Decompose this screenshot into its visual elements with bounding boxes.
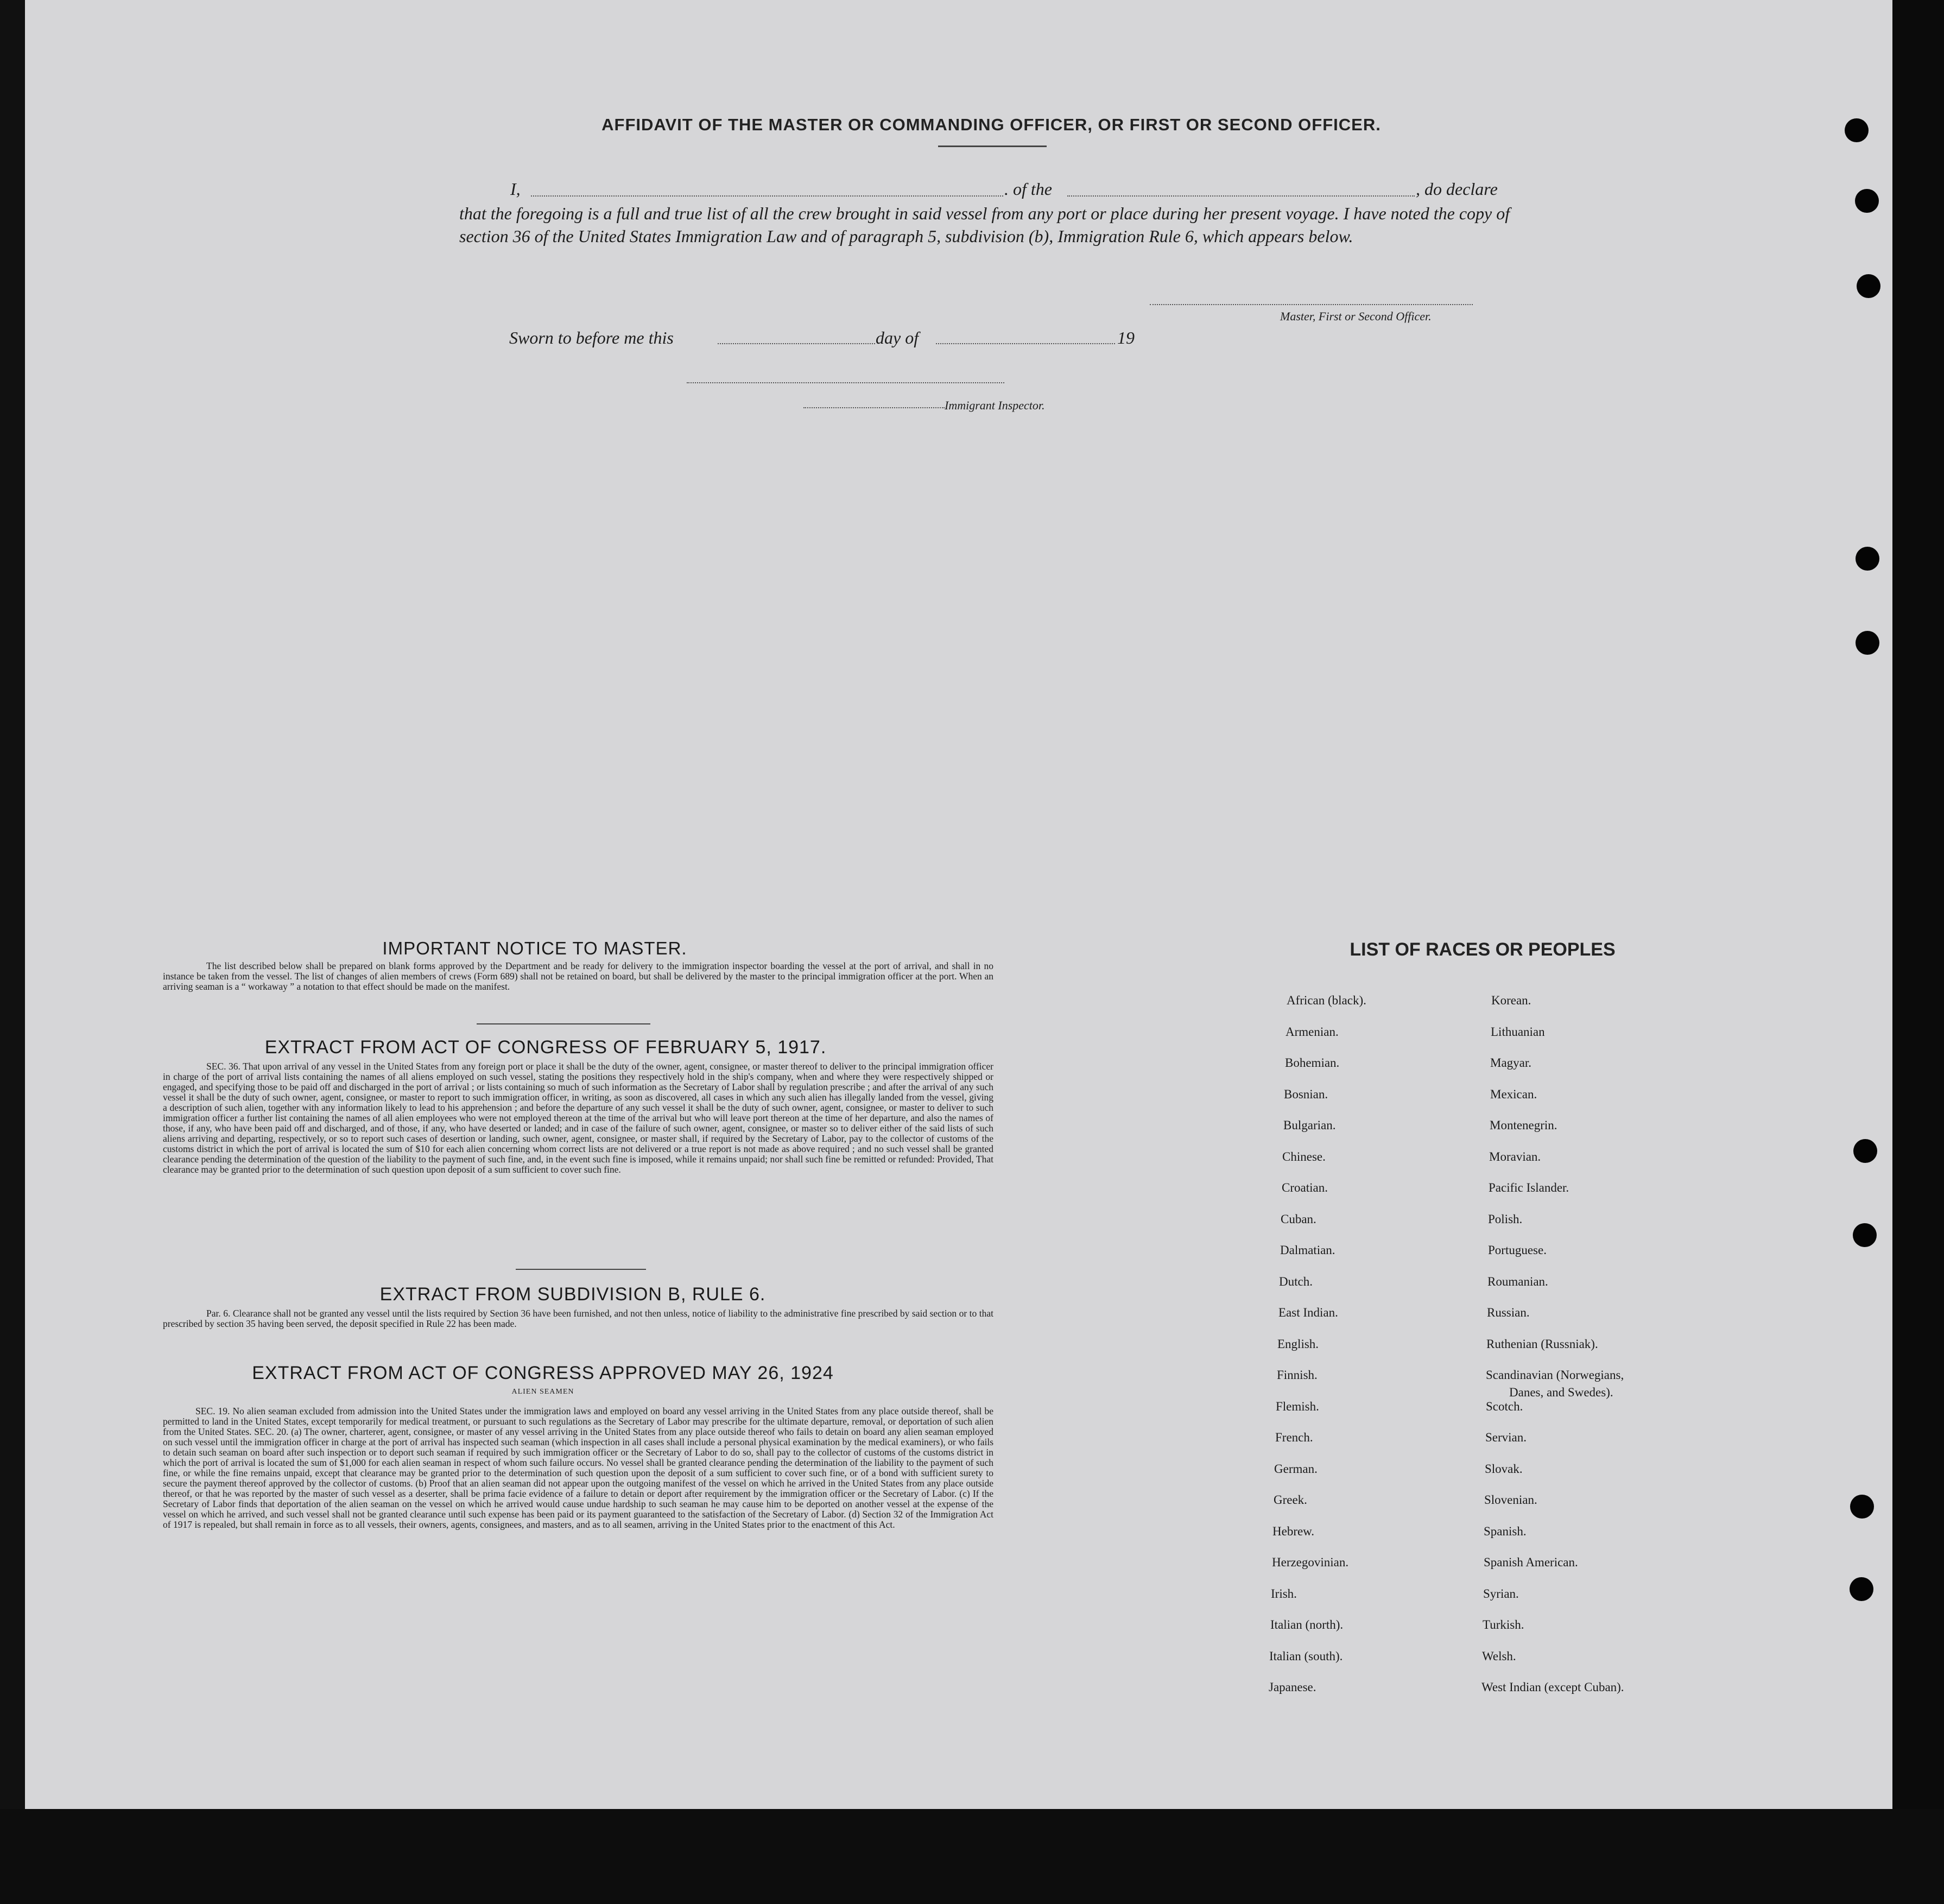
punch-hole: [1856, 547, 1879, 571]
race-item: West Indian (except Cuban).: [1481, 1680, 1624, 1694]
race-item-scandinavian-cont: Danes, and Swedes).: [1509, 1386, 1613, 1399]
race-item: Korean.: [1491, 994, 1531, 1007]
name-field[interactable]: [531, 195, 1003, 197]
extract-1924-title: EXTRACT FROM ACT OF CONGRESS APPROVED MAY 26, 1924: [252, 1363, 834, 1383]
race-item: Magyar.: [1490, 1056, 1532, 1070]
race-item: Spanish.: [1484, 1525, 1527, 1538]
race-item: Flemish.: [1276, 1400, 1319, 1413]
race-item: Dutch.: [1279, 1275, 1313, 1288]
race-item: Finnish.: [1277, 1368, 1318, 1382]
race-item: Pacific Islander.: [1489, 1181, 1569, 1194]
race-item: Cuban.: [1281, 1212, 1316, 1226]
race-item: Portuguese.: [1488, 1243, 1547, 1257]
race-item: Welsh.: [1482, 1649, 1516, 1663]
race-item: Slovenian.: [1484, 1493, 1537, 1507]
divider: [477, 1023, 650, 1024]
races-title: LIST OF RACES OR PEOPLES: [1350, 939, 1616, 960]
sworn-month-field[interactable]: [936, 343, 1115, 344]
race-item: Turkish.: [1483, 1618, 1524, 1631]
race-item: German.: [1274, 1462, 1318, 1476]
affidavit-i-label: I,: [510, 179, 521, 199]
race-item: Herzegovinian.: [1272, 1555, 1349, 1569]
punch-hole: [1845, 118, 1869, 142]
extract-1924-text: SEC. 19. No alien seaman excluded from admission into the United States under the immigration laws and employed on board any vessel arriving in the United States from any place outside thereof, shall be permitted to land in the United States, except temporarily for medical treatment, or pursuant to such regulations as the Secretary of Labor may prescribe for the ultimate departure, removal, or deportation of such alien from the United States. SEC. 20. (a) The owner, charterer, agent, consignee, or master of any vessel arriving in the United States from any place outside thereof who fails to detain on board any alien seaman employed on such vessel until the immigration officer in charge at the port of arrival has inspected such seaman (which inspection in all cases shall include a personal physical examination by the medical examiners), or who fails to detain such seaman on board after such inspection or to deport such seaman if required by such immigration officer or the Secretary of Labor to do so, shall pay to the collector of customs of the customs district in which the port of arrival is located the sum of $1,000 for each alien seaman in respect of whom such failure occurs. No vessel shall be granted clearance pending the determination of the liability to the payment of such fine, or while the fine remains unpaid, except that clearance may be granted prior to the determination of such question upon the deposit of a sum sufficient to cover such fine, or of a bond with sufficient surety to secure the payment thereof approved by the collector of customs. (b) Proof that an alien seaman did not appear upon the outgoing manifest of the vessel on which he arrived in the United States from any place outside thereof, or that he was reported by the master of such vessel as a deserter, shall be prima facie evidence of a failure to detain or deport after requirement by the immigration officer or the Secretary of Labor. (c) If the Secretary of Labor finds that deportation of the alien seaman on the vessel on which he arrived would cause undue hardship to such seaman he may cause him to be deported on another vessel at the expense of the vessel on which he arrived, and such vessel shall not be granted clearance until such expense has been paid or its payment guaranteed to the satisfaction of the Secretary of Labor. (d) Section 32 of the Immigration Act of 1917 is repealed, but shall remain in force as to all vessels, their owners, agents, consignees, and masters, and as to all seamen, arriving in the United States prior to the enactment of this Act.: [163, 1406, 993, 1530]
sworn-day-field[interactable]: [718, 343, 875, 344]
race-item: East Indian.: [1278, 1306, 1338, 1319]
race-item: Scotch.: [1486, 1400, 1523, 1413]
alien-seamen-subtitle: ALIEN SEAMEN: [511, 1388, 574, 1396]
race-item: French.: [1275, 1431, 1313, 1444]
day-of-label: day of: [876, 328, 919, 347]
punch-hole: [1857, 274, 1880, 298]
signature-field[interactable]: [1150, 304, 1473, 305]
race-item: Italian (north).: [1270, 1618, 1344, 1631]
race-item: African (black).: [1287, 994, 1366, 1007]
rule6-text: Par. 6. Clearance shall not be granted any vessel until the lists required by Section 36 have been furnished, and not then unless, notice of liability to the administrative fine prescribed by said section or to that prescribed by section 35 having been served, the deposit specified in Rule 22 has been made.: [163, 1308, 993, 1329]
vessel-field[interactable]: [1067, 195, 1415, 197]
race-item: Bosnian.: [1284, 1087, 1328, 1101]
declare-label: , do declare: [1416, 179, 1498, 199]
scan-edge-bottom: [0, 1809, 1944, 1904]
affidavit-body: that the foregoing is a full and true list of all the crew brought in said vessel from any port or place during her present voyage. I have noted the copy of section 36 of the United States Immigration Law and of paragraph 5, subdivision (b), Immigration Rule 6, which appears below.: [459, 204, 1510, 246]
extract-1917-text: SEC. 36. That upon arrival of any vessel in the United States from any foreign port or place it shall be the duty of the owner, agent, consignee, or master thereof to deliver to the principal immigration officer in charge of the port of arrival lists containing the names of all aliens employed on such vessel, stating the positions they respectively hold in the ship's company, when and where they were respectively shipped or engaged, and specifying those to be paid off and discharged in the port of arrival ; or lists containing so much of such information as the Secretary of Labor shall by regulation prescribe ; and after the arrival of any such vessel it shall be the duty of such owner, agent, consignee, or master to report to such immigration officer, in writing, as soon as discovered, all cases in which any such alien has illegally landed from the vessel, giving a description of such alien, together with any information likely to lead to his apprehension ; and before the departure of any such vessel it shall be the duty of such owner, agent, consignee, or master to deliver to such immigration officer a further list containing the names of all alien employees who were not employed thereon at the time of the arrival but who will leave port thereon at the time of her departure, and also the names of those, if any, who have been paid off and discharged, and of those, if any, who have deserted or landed; and in case of the failure of such owner, agent, consignee, or master so to deliver either of the said lists of such aliens arriving and departing, respectively, or so to report such cases of desertion or landing, such owner, agent, consignee, or master shall, if required by the Secretary of Labor, pay to the collector of customs of the customs district in which the port of arrival is located the sum of $10 for each alien concerning whom correct lists are not delivered or a true report is not made as above required ; and no such vessel shall be granted clearance pending the determination of the question of the liability to the payment of such fine, and, in the event such fine is imposed, while it remains unpaid; nor shall such fine be remitted or refunded: Provided, That clearance may be granted prior to the determination of such question upon deposit of a sum sufficient to cover such fine.: [163, 1061, 993, 1175]
race-item: Lithuanian: [1491, 1025, 1545, 1039]
race-item: Polish.: [1488, 1212, 1523, 1226]
affidavit-title: AFFIDAVIT OF THE MASTER OR COMMANDING OFFICER, OR FIRST OR SECOND OFFICER.: [601, 115, 1381, 134]
divider: [516, 1269, 646, 1270]
race-item: Spanish American.: [1484, 1555, 1578, 1569]
race-item: Mexican.: [1490, 1087, 1537, 1101]
inspector-signature-field[interactable]: [687, 382, 1004, 383]
race-item: Japanese.: [1269, 1680, 1316, 1694]
race-item: Irish.: [1271, 1587, 1297, 1601]
punch-hole: [1853, 1223, 1877, 1247]
race-item: Ruthenian (Russniak).: [1486, 1337, 1598, 1351]
race-item: Chinese.: [1282, 1150, 1326, 1163]
race-item: Hebrew.: [1272, 1525, 1315, 1538]
sworn-label: Sworn to before me this: [509, 328, 674, 347]
extract-1917-title: EXTRACT FROM ACT OF CONGRESS OF FEBRUARY 5, 1917.: [264, 1037, 827, 1058]
punch-hole: [1853, 1139, 1877, 1163]
inspector-label: Immigrant Inspector.: [945, 398, 1045, 412]
race-item: Roumanian.: [1487, 1275, 1548, 1288]
punch-hole: [1856, 631, 1879, 655]
punch-hole: [1850, 1495, 1874, 1519]
rule6-title: EXTRACT FROM SUBDIVISION B, RULE 6.: [379, 1284, 766, 1305]
race-item: Bulgarian.: [1283, 1118, 1336, 1132]
race-item: Russian.: [1487, 1306, 1530, 1319]
race-item: Dalmatian.: [1280, 1243, 1335, 1257]
form-page: [25, 0, 1892, 1809]
scan-edge-right: [1892, 0, 1944, 1904]
race-item: Servian.: [1485, 1431, 1527, 1444]
inspector-dotted-lead: [803, 407, 945, 408]
race-item: Slovak.: [1485, 1462, 1523, 1476]
notice-title: IMPORTANT NOTICE TO MASTER.: [382, 938, 687, 958]
of-the-label: . of the: [1004, 179, 1052, 199]
race-item: Croatian.: [1282, 1181, 1328, 1194]
signature-label: Master, First or Second Officer.: [1280, 309, 1432, 323]
race-item: Greek.: [1274, 1493, 1307, 1507]
race-item: English.: [1277, 1337, 1319, 1351]
race-item: Syrian.: [1483, 1587, 1519, 1601]
race-item: Montenegrin.: [1490, 1118, 1557, 1132]
punch-hole: [1850, 1577, 1873, 1601]
race-item: Moravian.: [1489, 1150, 1541, 1163]
race-item: Scandinavian (Norwegians,: [1486, 1368, 1624, 1382]
race-item: Italian (south).: [1269, 1649, 1343, 1663]
race-item: Armenian.: [1286, 1025, 1339, 1039]
divider: [938, 146, 1047, 147]
year-prefix: 19: [1117, 328, 1135, 347]
race-item: Bohemian.: [1285, 1056, 1340, 1070]
punch-hole: [1855, 189, 1879, 213]
notice-text: The list described below shall be prepared on blank forms approved by the Department and be ready for delivery to the immigration inspector boarding the vessel at the port of arrival, and shall in no instance be taken from the vessel. The list of changes of alien members of crews (Form 689) shall not be retained on board, but shall be delivered by the master to the principal immigration officer at the port. When an arriving seaman is a “ workaway ” a notation to that effect should be made on the manifest.: [163, 960, 993, 992]
